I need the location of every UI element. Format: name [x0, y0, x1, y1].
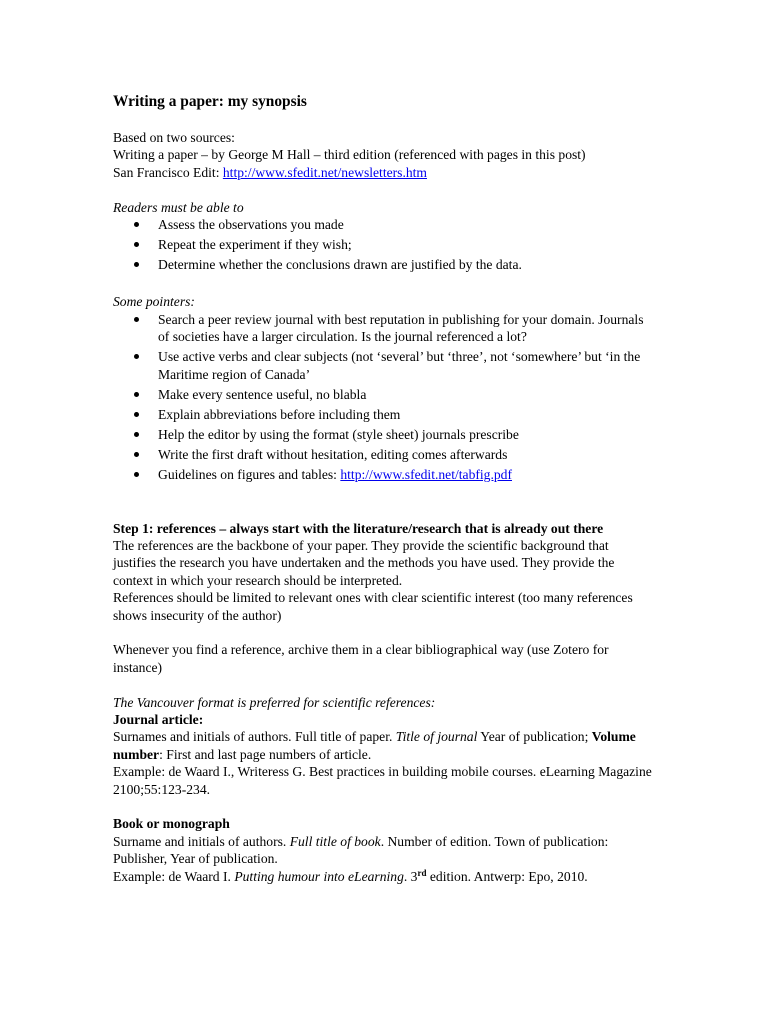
list-item: Repeat the experiment if they wish;	[113, 236, 653, 253]
intro-line: Based on two sources:	[113, 130, 235, 145]
book-example: Example: de Waard I. Putting humour into eLearning. 3rd edition. Antwerp: Epo, 2010.	[113, 867, 588, 884]
bullet-icon	[134, 262, 139, 267]
sfedit-tabfig-link[interactable]: http://www.sfedit.net/tabfig.pdf	[340, 466, 512, 482]
list-item: Assess the observations you made	[113, 216, 653, 233]
list-item: Use active verbs and clear subjects (not ‘several’ but ‘three’, not ‘somewhere’ but ‘in the Maritime region of Canada’	[113, 348, 653, 383]
step1-heading: Step 1: references – always start with the literature/research that is already out there	[113, 520, 604, 536]
bullet-icon	[134, 242, 139, 247]
list-item: Help the editor by using the format (style sheet) journals prescribe	[113, 426, 653, 443]
intro-line: Writing a paper – by George M Hall – third edition (referenced with pages in this post)	[113, 147, 586, 163]
book-heading: Book or monograph	[113, 816, 230, 832]
intro-line: San Francisco Edit: http://www.sfedit.net/newsletters.htm	[113, 164, 427, 180]
pointers-list	[113, 311, 653, 483]
document-content	[113, 92, 653, 885]
bullet-icon	[134, 392, 139, 397]
list-item: Guidelines on figures and tables: http://www.sfedit.net/tabfig.pdf	[113, 466, 653, 483]
bullet-icon	[134, 317, 139, 322]
step1-paragraph: Whenever you find a reference, archive them in a clear bibliographical way (use Zotero for instance)	[113, 642, 609, 675]
readers-heading: Readers must be able to	[113, 199, 244, 215]
journal-example: Example: de Waard I., Writeress G. Best practices in building mobile courses. eLearning Magazine 2100;55:123-234.	[113, 764, 652, 797]
list-item: Determine whether the conclusions drawn are justified by the data.	[113, 256, 653, 273]
list-item: Make every sentence useful, no blabla	[113, 386, 653, 403]
journal-format: Surnames and initials of authors. Full title of paper. Title of journal Year of publication; Volume number: First and last page numbers of article.	[113, 729, 636, 762]
pointers-heading: Some pointers:	[113, 294, 195, 310]
bullet-icon	[134, 452, 139, 457]
journal-heading: Journal article:	[113, 712, 204, 728]
step1-paragraph: References should be limited to relevant ones with clear scientific interest (too many references shows insecurity of the author)	[113, 590, 633, 623]
vancouver-intro: The Vancouver format is preferred for scientific references:	[113, 694, 436, 710]
sfedit-newsletters-link[interactable]: http://www.sfedit.net/newsletters.htm	[222, 164, 427, 180]
list-item: Explain abbreviations before including them	[113, 406, 653, 423]
list-item: Write the first draft without hesitation, editing comes afterwards	[113, 446, 653, 463]
bullet-icon	[134, 222, 139, 227]
page-title: Writing a paper: my synopsis	[113, 93, 307, 110]
bullet-icon	[134, 432, 139, 437]
bullet-icon	[134, 472, 139, 477]
book-format: Surname and initials of authors. Full title of book. Number of edition. Town of publication: Publisher, Year of publication.	[113, 833, 609, 867]
bullet-icon	[134, 354, 139, 359]
bullet-icon	[134, 412, 139, 417]
readers-list	[113, 216, 653, 273]
list-item: Search a peer review journal with best reputation in publishing for your domain. Journals of societies have a larger circulation. Is the journal referenced a lot?	[113, 311, 653, 346]
step1-paragraph: The references are the backbone of your paper. They provide the scientific background that justifies the research you have undertaken and the methods you have used. They provide the context in which your research should be interpreted.	[113, 538, 615, 588]
